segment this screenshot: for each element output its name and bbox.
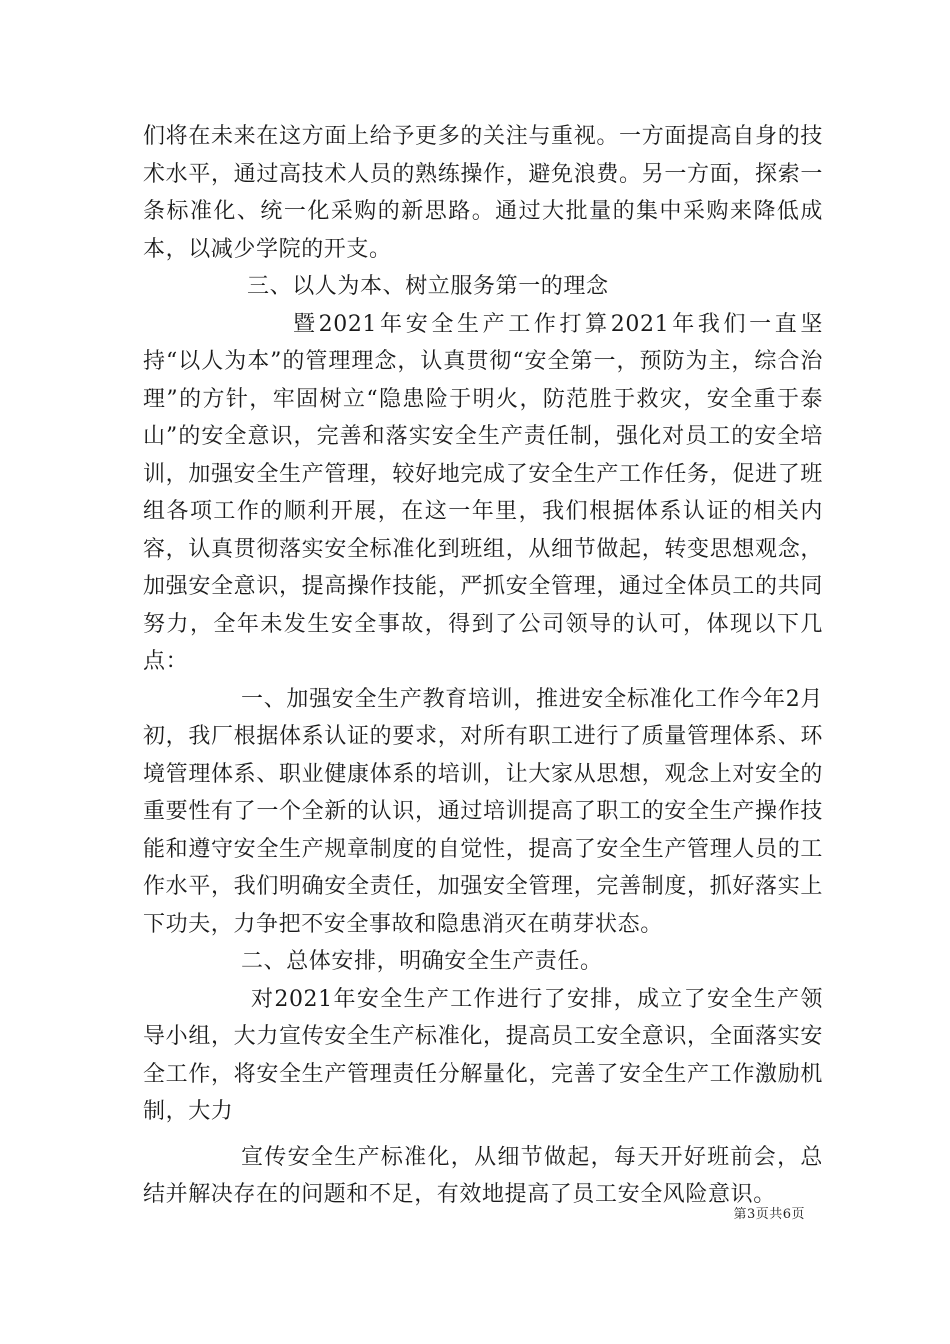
document-body <box>143 118 823 1214</box>
page-number: 第3页共6页 <box>733 1207 805 1222</box>
paragraph-training: 一、加强安全生产教育培训，推进安全标准化工作今年2月初，我厂根据体系认证的要求，对所有职工进行了质量管理体系、环境管理体系、职业健康体系的培训，让大家从思想，观念上对安全的重要性有了一个全新的认识，通过培训提高了职工的安全生产操作技能和遵守安全生产规章制度的自觉性，提高了安全生产管理人员的工作水平，我们明确安全责任，加强安全管理，完善制度，抓好落实上下功夫，力争把不安全事故和隐患消灭在萌芽状态。 <box>143 686 823 937</box>
section-heading-three: 三、以人为本、树立服务第一的理念 <box>247 274 609 299</box>
section-heading-two: 二、总体安排，明确安全生产责任。 <box>241 949 603 974</box>
paragraph-safety-plan: 暨2021年安全生产工作打算2021年我们一直坚持“以人为本”的管理理念，认真贯彻“安全第一，预防为主，综合治理”的方针，牢固树立“隐患险于明火，防范胜于救灾，安全重于泰山”的安全意识，完善和落实安全生产责任制，强化对员工的安全培训，加强安全生产管理，较好地完成了安全生产工作任务，促进了班组各项工作的顺利开展，在这一年里，我们根据体系认证的相关内容，认真贯彻落实安全标准化到班组，从细节做起，转变思想观念，加强安全意识，提高操作技能，严抓安全管理，通过全体员工的共同努力，全年未发生安全事故，得到了公司领导的认可，体现以下几点： <box>143 311 823 674</box>
paragraph-continuation: 们将在未来在这方面上给予更多的关注与重视。一方面提高自身的技术水平，通过高技术人员的熟练操作，避免浪费。另一方面，探索一条标准化、统一化采购的新思路。通过大批量的集中采购来降低成本，以减少学院的开支。 <box>143 124 823 262</box>
paragraph-arrangement: 对2021年安全生产工作进行了安排，成立了安全生产领导小组，大力宣传安全生产标准化，提高员工安全意识，全面落实安全工作，将安全生产管理责任分解量化，完善了安全生产工作激励机制，大力 <box>143 986 823 1124</box>
paragraph-promotion: 宣传安全生产标准化，从细节做起，每天开好班前会，总结并解决存在的问题和不足，有效地提高了员工安全风险意识。 <box>143 1144 823 1207</box>
